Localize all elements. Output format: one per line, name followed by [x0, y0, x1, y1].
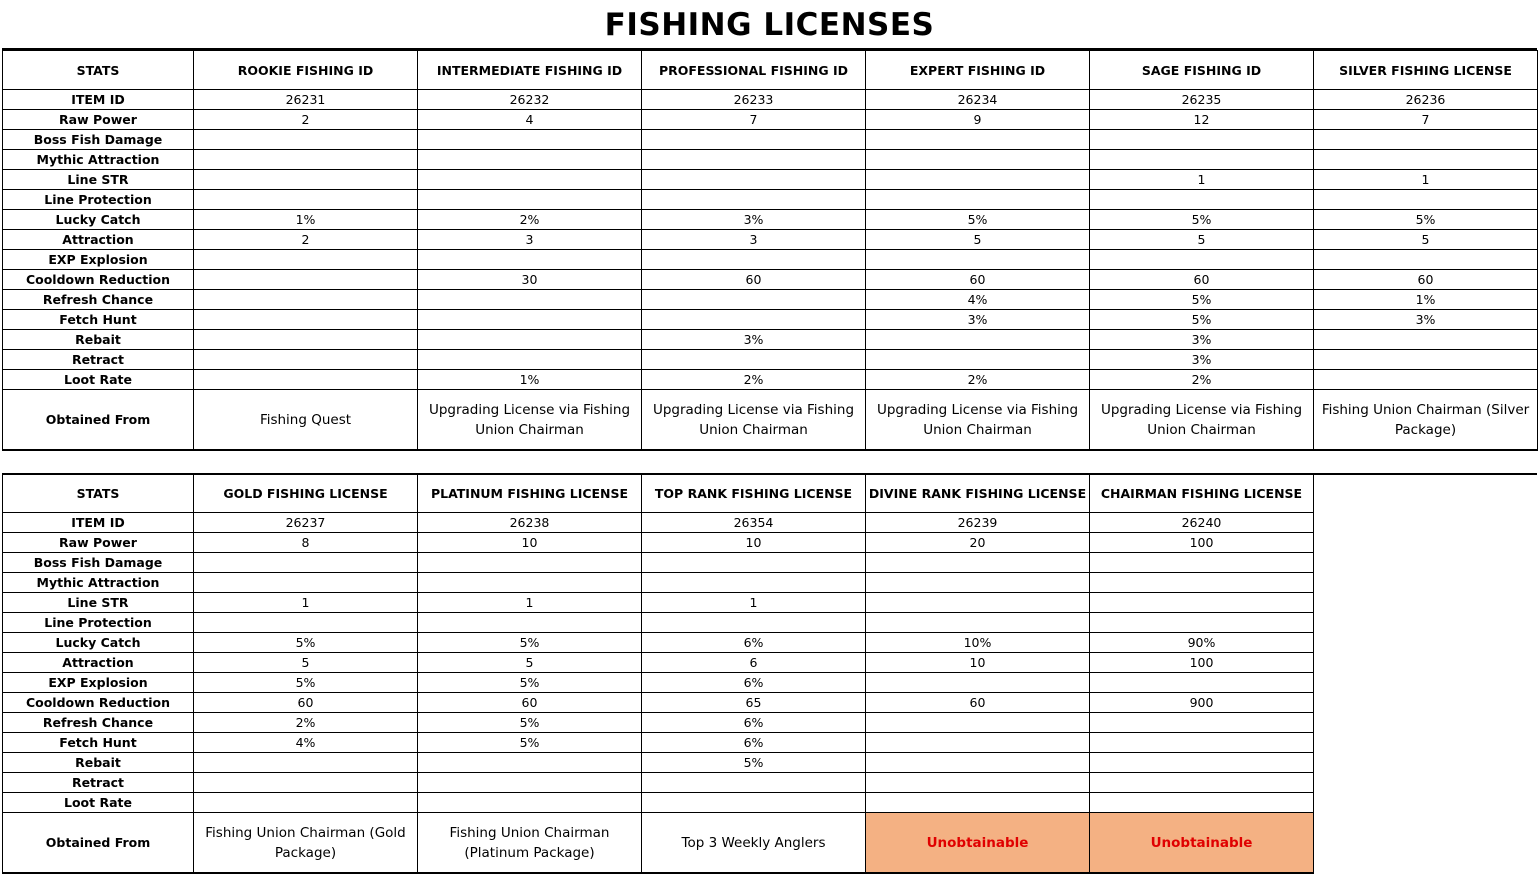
stat-value: [866, 793, 1090, 813]
obtained-from-value: Upgrading License via Fishing Union Chairman: [418, 390, 642, 451]
stat-value: [418, 350, 642, 370]
unobtainable-badge: Unobtainable: [866, 813, 1090, 874]
stat-value: [194, 613, 418, 633]
stat-value: [194, 370, 418, 390]
stat-value: 26237: [194, 513, 418, 533]
stat-value: 2: [194, 110, 418, 130]
stat-value: [418, 613, 642, 633]
table-row: [3, 110, 1538, 130]
stat-value: 60: [1314, 270, 1538, 290]
stat-label: Boss Fish Damage: [3, 553, 194, 573]
stat-label: Loot Rate: [3, 793, 194, 813]
stat-value: [194, 310, 418, 330]
stat-value: 5%: [866, 210, 1090, 230]
stat-value: 5%: [194, 673, 418, 693]
stat-value: 65: [642, 693, 866, 713]
stat-value: [866, 753, 1090, 773]
stat-value: [418, 753, 642, 773]
column-header-silver-fishing-license: SILVER FISHING LICENSE: [1314, 51, 1538, 90]
stat-value: 26231: [194, 90, 418, 110]
table-row: [3, 713, 1314, 733]
stat-value: 3: [418, 230, 642, 250]
stat-value: 60: [866, 270, 1090, 290]
stat-label: Attraction: [3, 653, 194, 673]
stat-value: 5: [866, 230, 1090, 250]
stat-value: [866, 190, 1090, 210]
stat-label: Line Protection: [3, 190, 194, 210]
stat-value: [418, 290, 642, 310]
stat-value: [194, 170, 418, 190]
stat-value: 1: [1090, 170, 1314, 190]
stat-value: [1314, 370, 1538, 390]
stat-value: [642, 310, 866, 330]
stat-value: [866, 773, 1090, 793]
stat-label: Fetch Hunt: [3, 310, 194, 330]
stat-label: Lucky Catch: [3, 210, 194, 230]
stat-value: 26233: [642, 90, 866, 110]
obtained-from-label: Obtained From: [3, 390, 194, 451]
stat-value: 4: [418, 110, 642, 130]
stat-value: 20: [866, 533, 1090, 553]
stat-label: Mythic Attraction: [3, 573, 194, 593]
table-row: [3, 330, 1538, 350]
table-row: [3, 693, 1314, 713]
stat-value: [194, 793, 418, 813]
obtained-from-row: [3, 390, 1538, 451]
stat-value: [194, 330, 418, 350]
stat-value: 60: [418, 693, 642, 713]
stat-value: 90%: [1090, 633, 1314, 653]
stat-value: 10: [642, 533, 866, 553]
stat-value: 60: [642, 270, 866, 290]
stat-value: 2%: [418, 210, 642, 230]
stat-value: 1: [418, 593, 642, 613]
stat-label: Attraction: [3, 230, 194, 250]
stat-value: 5%: [1314, 210, 1538, 230]
stat-value: 26234: [866, 90, 1090, 110]
stat-label: Line STR: [3, 170, 194, 190]
obtained-from-value: Fishing Union Chairman (Gold Package): [194, 813, 418, 874]
stat-label: Refresh Chance: [3, 290, 194, 310]
table-row: [3, 230, 1538, 250]
obtained-from-value: Upgrading License via Fishing Union Chairman: [1090, 390, 1314, 451]
stat-value: 2%: [194, 713, 418, 733]
column-header-divine-rank-fishing-license: DIVINE RANK FISHING LICENSE: [866, 474, 1090, 513]
stat-value: [1090, 593, 1314, 613]
stat-value: [642, 250, 866, 270]
stat-value: 4%: [194, 733, 418, 753]
table-row: [3, 533, 1314, 553]
stat-value: [642, 553, 866, 573]
obtained-from-row: [3, 813, 1314, 874]
stat-value: 10%: [866, 633, 1090, 653]
stat-value: 6: [642, 653, 866, 673]
obtained-from-value: Upgrading License via Fishing Union Chairman: [642, 390, 866, 451]
obtained-from-label: Obtained From: [3, 813, 194, 874]
stat-value: [1090, 793, 1314, 813]
stat-label: Refresh Chance: [3, 713, 194, 733]
obtained-from-value: Fishing Union Chairman (Platinum Package): [418, 813, 642, 874]
table-row: [3, 150, 1538, 170]
stat-value: [642, 170, 866, 190]
stat-value: [418, 250, 642, 270]
stat-value: 3%: [642, 210, 866, 230]
stat-value: 3%: [1090, 350, 1314, 370]
stat-value: [1314, 250, 1538, 270]
stat-value: [642, 773, 866, 793]
stat-value: [642, 190, 866, 210]
table-row: [3, 613, 1314, 633]
stat-value: 3%: [1090, 330, 1314, 350]
licenses-table-2: [2, 473, 1314, 874]
table-row: [3, 310, 1538, 330]
stat-value: 1%: [194, 210, 418, 230]
stat-value: 3%: [642, 330, 866, 350]
stat-value: [866, 593, 1090, 613]
stat-value: 5%: [1090, 310, 1314, 330]
stat-value: [1314, 350, 1538, 370]
table-row: [3, 753, 1314, 773]
stat-value: [866, 330, 1090, 350]
stat-label: Cooldown Reduction: [3, 693, 194, 713]
table-row: [3, 250, 1538, 270]
stat-value: 26239: [866, 513, 1090, 533]
stat-value: [642, 793, 866, 813]
stat-value: [1090, 190, 1314, 210]
stat-label: Raw Power: [3, 110, 194, 130]
stat-label: Rebait: [3, 753, 194, 773]
stat-value: [642, 290, 866, 310]
stat-value: [194, 753, 418, 773]
stat-value: [194, 270, 418, 290]
obtained-from-value: Top 3 Weekly Anglers: [642, 813, 866, 874]
stat-value: [1090, 613, 1314, 633]
stat-value: 26236: [1314, 90, 1538, 110]
stat-value: [866, 733, 1090, 753]
stat-value: 100: [1090, 653, 1314, 673]
stat-value: 900: [1090, 693, 1314, 713]
stat-value: 5: [418, 653, 642, 673]
stat-value: [1314, 190, 1538, 210]
stat-value: [866, 673, 1090, 693]
stat-value: [1090, 553, 1314, 573]
stat-value: [866, 713, 1090, 733]
stat-value: [194, 350, 418, 370]
stat-value: [194, 150, 418, 170]
stat-value: [418, 553, 642, 573]
column-header-expert-fishing-id: EXPERT FISHING ID: [866, 51, 1090, 90]
spacer-row: [2, 453, 1537, 475]
stat-value: [194, 773, 418, 793]
stat-value: 26235: [1090, 90, 1314, 110]
table-row: [3, 733, 1314, 753]
stat-value: [642, 150, 866, 170]
column-header-rookie-fishing-id: ROOKIE FISHING ID: [194, 51, 418, 90]
stat-label: ITEM ID: [3, 513, 194, 533]
stat-value: [194, 130, 418, 150]
stat-value: 6%: [642, 633, 866, 653]
table-row: [3, 513, 1314, 533]
stat-label: Mythic Attraction: [3, 150, 194, 170]
table-row: [3, 573, 1314, 593]
stat-value: 5%: [418, 733, 642, 753]
stat-value: 5%: [418, 713, 642, 733]
table-row: [3, 553, 1314, 573]
stat-value: 5%: [642, 753, 866, 773]
stat-value: 1: [1314, 170, 1538, 190]
stat-value: 5%: [194, 633, 418, 653]
stat-value: [418, 130, 642, 150]
stat-value: 2%: [1090, 370, 1314, 390]
table-row: [3, 773, 1314, 793]
table-row: [3, 290, 1538, 310]
sheet-title: FISHING LICENSES: [2, 2, 1537, 50]
stat-value: [194, 290, 418, 310]
stat-value: [642, 613, 866, 633]
stat-label: Raw Power: [3, 533, 194, 553]
stat-value: [418, 150, 642, 170]
stat-value: 5: [194, 653, 418, 673]
stat-value: 1: [642, 593, 866, 613]
table-row: [3, 190, 1538, 210]
stat-value: 60: [1090, 270, 1314, 290]
stat-value: 8: [194, 533, 418, 553]
stat-value: [418, 793, 642, 813]
stat-value: [642, 130, 866, 150]
stat-value: 7: [642, 110, 866, 130]
stat-value: [866, 150, 1090, 170]
stat-value: [194, 190, 418, 210]
stat-value: 4%: [866, 290, 1090, 310]
stat-value: [1314, 130, 1538, 150]
table-row: [3, 653, 1314, 673]
stat-label: Line Protection: [3, 613, 194, 633]
obtained-from-value: Fishing Quest: [194, 390, 418, 451]
stat-value: [194, 553, 418, 573]
stat-value: [418, 170, 642, 190]
stat-value: 2%: [866, 370, 1090, 390]
stat-value: 6%: [642, 713, 866, 733]
spreadsheet: [2, 2, 1537, 876]
stat-label: Line STR: [3, 593, 194, 613]
stat-value: 1%: [1314, 290, 1538, 310]
table-row: [3, 210, 1538, 230]
column-header-stats: STATS: [3, 474, 194, 513]
stat-value: 5: [1314, 230, 1538, 250]
stat-value: 26238: [418, 513, 642, 533]
stat-value: [866, 350, 1090, 370]
stat-value: [1090, 250, 1314, 270]
stat-value: 60: [194, 693, 418, 713]
stat-value: 2: [194, 230, 418, 250]
stat-value: [1090, 150, 1314, 170]
stat-label: Loot Rate: [3, 370, 194, 390]
stat-value: [1090, 573, 1314, 593]
stat-label: Retract: [3, 773, 194, 793]
stat-label: Rebait: [3, 330, 194, 350]
column-header-intermediate-fishing-id: INTERMEDIATE FISHING ID: [418, 51, 642, 90]
table-row: [3, 170, 1538, 190]
stat-label: ITEM ID: [3, 90, 194, 110]
stat-value: [866, 170, 1090, 190]
stat-value: 7: [1314, 110, 1538, 130]
stat-value: 30: [418, 270, 642, 290]
stat-value: 10: [866, 653, 1090, 673]
obtained-from-value: Upgrading License via Fishing Union Chairman: [866, 390, 1090, 451]
table-row: [3, 593, 1314, 613]
stat-value: 26240: [1090, 513, 1314, 533]
stat-value: [866, 553, 1090, 573]
stat-label: Retract: [3, 350, 194, 370]
stat-value: [1090, 713, 1314, 733]
stat-value: 3%: [1314, 310, 1538, 330]
stat-value: [418, 190, 642, 210]
stat-value: [642, 573, 866, 593]
stat-value: [1090, 753, 1314, 773]
stat-value: [1314, 150, 1538, 170]
stat-value: 5%: [418, 673, 642, 693]
stat-label: EXP Explosion: [3, 250, 194, 270]
stat-value: [1090, 130, 1314, 150]
column-header-top-rank-fishing-license: TOP RANK FISHING LICENSE: [642, 474, 866, 513]
stat-value: [866, 573, 1090, 593]
stat-value: [866, 250, 1090, 270]
table-row: [3, 350, 1538, 370]
stat-value: 3%: [866, 310, 1090, 330]
stat-value: 26354: [642, 513, 866, 533]
stat-value: 5: [1090, 230, 1314, 250]
stat-value: [866, 130, 1090, 150]
stat-label: Fetch Hunt: [3, 733, 194, 753]
stat-value: 2%: [642, 370, 866, 390]
stat-value: [418, 773, 642, 793]
stat-value: [418, 573, 642, 593]
stat-value: 1%: [418, 370, 642, 390]
column-header-chairman-fishing-license: CHAIRMAN FISHING LICENSE: [1090, 474, 1314, 513]
stat-value: 1: [194, 593, 418, 613]
stat-value: [866, 613, 1090, 633]
stat-value: 5%: [1090, 290, 1314, 310]
table-row: [3, 793, 1314, 813]
stat-value: [1090, 673, 1314, 693]
column-header-gold-fishing-license: GOLD FISHING LICENSE: [194, 474, 418, 513]
column-header-platinum-fishing-license: PLATINUM FISHING LICENSE: [418, 474, 642, 513]
stat-value: 100: [1090, 533, 1314, 553]
stat-value: 3: [642, 230, 866, 250]
table-row: [3, 270, 1538, 290]
column-header-sage-fishing-id: SAGE FISHING ID: [1090, 51, 1314, 90]
stat-value: [418, 330, 642, 350]
stat-value: 6%: [642, 673, 866, 693]
stat-value: 5%: [418, 633, 642, 653]
unobtainable-badge: Unobtainable: [1090, 813, 1314, 874]
stat-label: EXP Explosion: [3, 673, 194, 693]
column-header-professional-fishing-id: PROFESSIONAL FISHING ID: [642, 51, 866, 90]
stat-value: 12: [1090, 110, 1314, 130]
stat-value: [418, 310, 642, 330]
stat-value: 5%: [1090, 210, 1314, 230]
stat-value: 6%: [642, 733, 866, 753]
stat-value: 60: [866, 693, 1090, 713]
stat-value: [194, 573, 418, 593]
licenses-table-1: [2, 50, 1538, 451]
table-row: [3, 90, 1538, 110]
stat-label: Cooldown Reduction: [3, 270, 194, 290]
header-row: [3, 474, 1314, 513]
table-row: [3, 633, 1314, 653]
stat-value: [1090, 733, 1314, 753]
table-row: [3, 130, 1538, 150]
column-header-stats: STATS: [3, 51, 194, 90]
stat-value: 26232: [418, 90, 642, 110]
table-row: [3, 673, 1314, 693]
stat-value: [1314, 330, 1538, 350]
stat-value: [1090, 773, 1314, 793]
stat-value: [642, 350, 866, 370]
obtained-from-value: Fishing Union Chairman (Silver Package): [1314, 390, 1538, 451]
stat-value: [194, 250, 418, 270]
header-row: [3, 51, 1538, 90]
stat-value: 10: [418, 533, 642, 553]
stat-value: 9: [866, 110, 1090, 130]
stat-label: Lucky Catch: [3, 633, 194, 653]
table-row: [3, 370, 1538, 390]
stat-label: Boss Fish Damage: [3, 130, 194, 150]
